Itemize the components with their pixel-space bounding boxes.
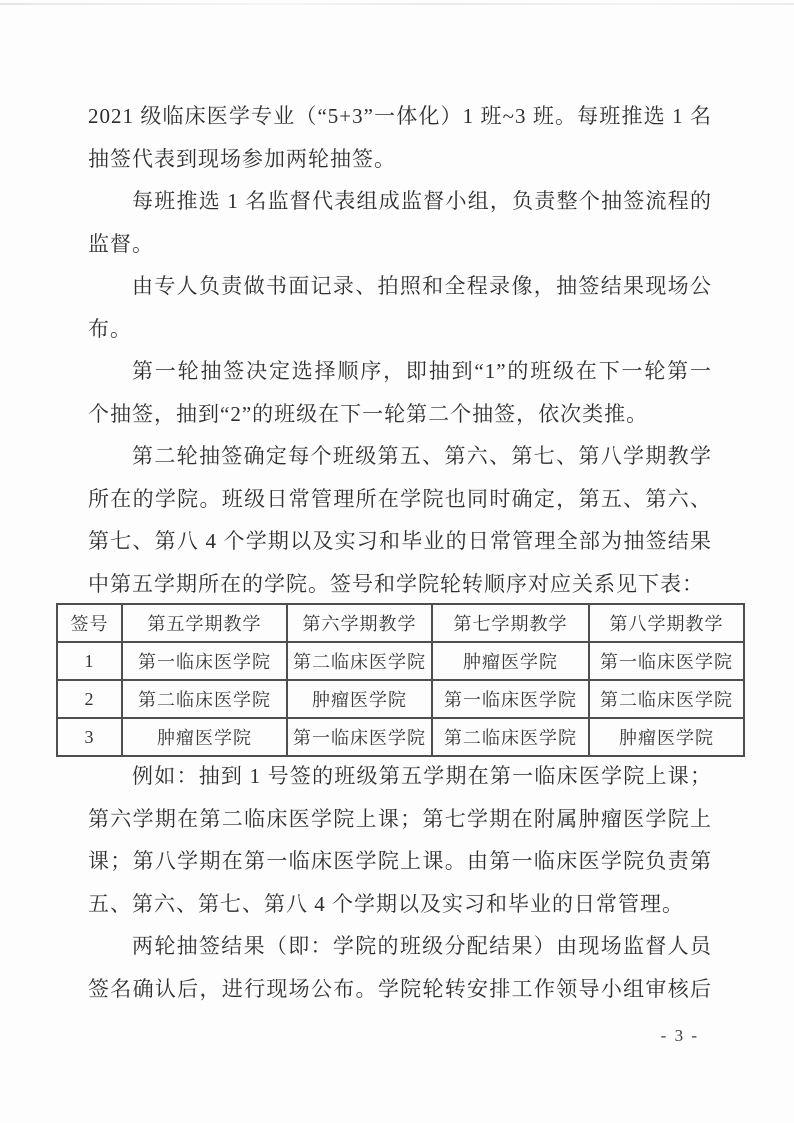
body-line: 第二轮抽签确定每个班级第五、第六、第七、第八学期教学 <box>132 444 712 468</box>
body-line: 2021 级临床医学专业（“5+3”一体化）1 班~3 班。每班推选 1 名 <box>88 104 712 128</box>
body-line: 布。 <box>88 316 132 341</box>
body-line: 每班推选 1 名监督代表组成监督小组，负责整个抽签流程的 <box>132 189 712 213</box>
table-cell: 肿瘤医学院 <box>432 642 589 680</box>
table-cell: 第二临床医学院 <box>432 718 589 756</box>
body-text-lower <box>88 755 712 1010</box>
body-line: 第一轮抽签决定选择顺序，即抽到“1”的班级在下一轮第一 <box>132 359 712 383</box>
rotation-schedule-table <box>56 603 745 757</box>
table-cell: 第二临床医学院 <box>122 680 287 718</box>
body-line: 课；第八学期在第一临床医学院上课。由第一临床医学院负责第 <box>88 849 712 873</box>
scan-artifact-line <box>0 3 794 5</box>
table-header-row <box>57 604 744 642</box>
body-line: 签名确认后，进行现场公布。学院轮转安排工作领导小组审核后 <box>88 976 712 1001</box>
table-header-cell: 第八学期教学 <box>589 604 744 642</box>
table-cell: 第一临床医学院 <box>122 642 287 680</box>
table-header-cell: 第五学期教学 <box>122 604 287 642</box>
body-line: 抽签代表到现场参加两轮抽签。 <box>88 146 396 171</box>
body-line: 监督。 <box>88 231 154 256</box>
page-number: - 3 - <box>660 1026 699 1045</box>
table-cell: 第二临床医学院 <box>287 642 432 680</box>
table-row <box>57 718 744 756</box>
table-cell: 第一临床医学院 <box>287 718 432 756</box>
table-row <box>57 680 744 718</box>
body-line: 所在的学院。班级日常管理所在学院也同时确定，第五、第六、 <box>88 486 712 511</box>
table-cell: 3 <box>57 718 122 756</box>
body-line: 两轮抽签结果（即：学院的班级分配结果）由现场监督人员 <box>132 934 712 958</box>
table-cell: 1 <box>57 642 122 680</box>
table-cell: 肿瘤医学院 <box>589 718 744 756</box>
body-line: 五、第六、第七、第八 4 个学期以及实习和毕业的日常管理。 <box>88 891 684 916</box>
table-cell: 第二临床医学院 <box>589 680 744 718</box>
table-cell: 第一临床医学院 <box>432 680 589 718</box>
table-cell: 肿瘤医学院 <box>122 718 287 756</box>
body-line: 个抽签，抽到“2”的班级在下一轮第二个抽签，依次类推。 <box>88 401 649 426</box>
table-header-cell: 第六学期教学 <box>287 604 432 642</box>
body-line: 由专人负责做书面记录、拍照和全程录像，抽签结果现场公 <box>132 274 712 298</box>
body-line: 例如：抽到 1 号签的班级第五学期在第一临床医学院上课； <box>132 764 712 788</box>
table-cell: 肿瘤医学院 <box>287 680 432 718</box>
body-text-upper <box>88 95 712 605</box>
table-cell: 2 <box>57 680 122 718</box>
body-line: 第六学期在第二临床医学院上课；第七学期在附属肿瘤医学院上 <box>88 806 712 831</box>
table-row <box>57 642 744 680</box>
body-line: 第七、第八 4 个学期以及实习和毕业的日常管理全部为抽签结果 <box>88 529 712 553</box>
table-header-cell: 第七学期教学 <box>432 604 589 642</box>
table-header-cell: 签号 <box>57 604 122 642</box>
table-cell: 第一临床医学院 <box>589 642 744 680</box>
body-line: 中第五学期所在的学院。签号和学院轮转顺序对应关系见下表： <box>88 571 704 596</box>
